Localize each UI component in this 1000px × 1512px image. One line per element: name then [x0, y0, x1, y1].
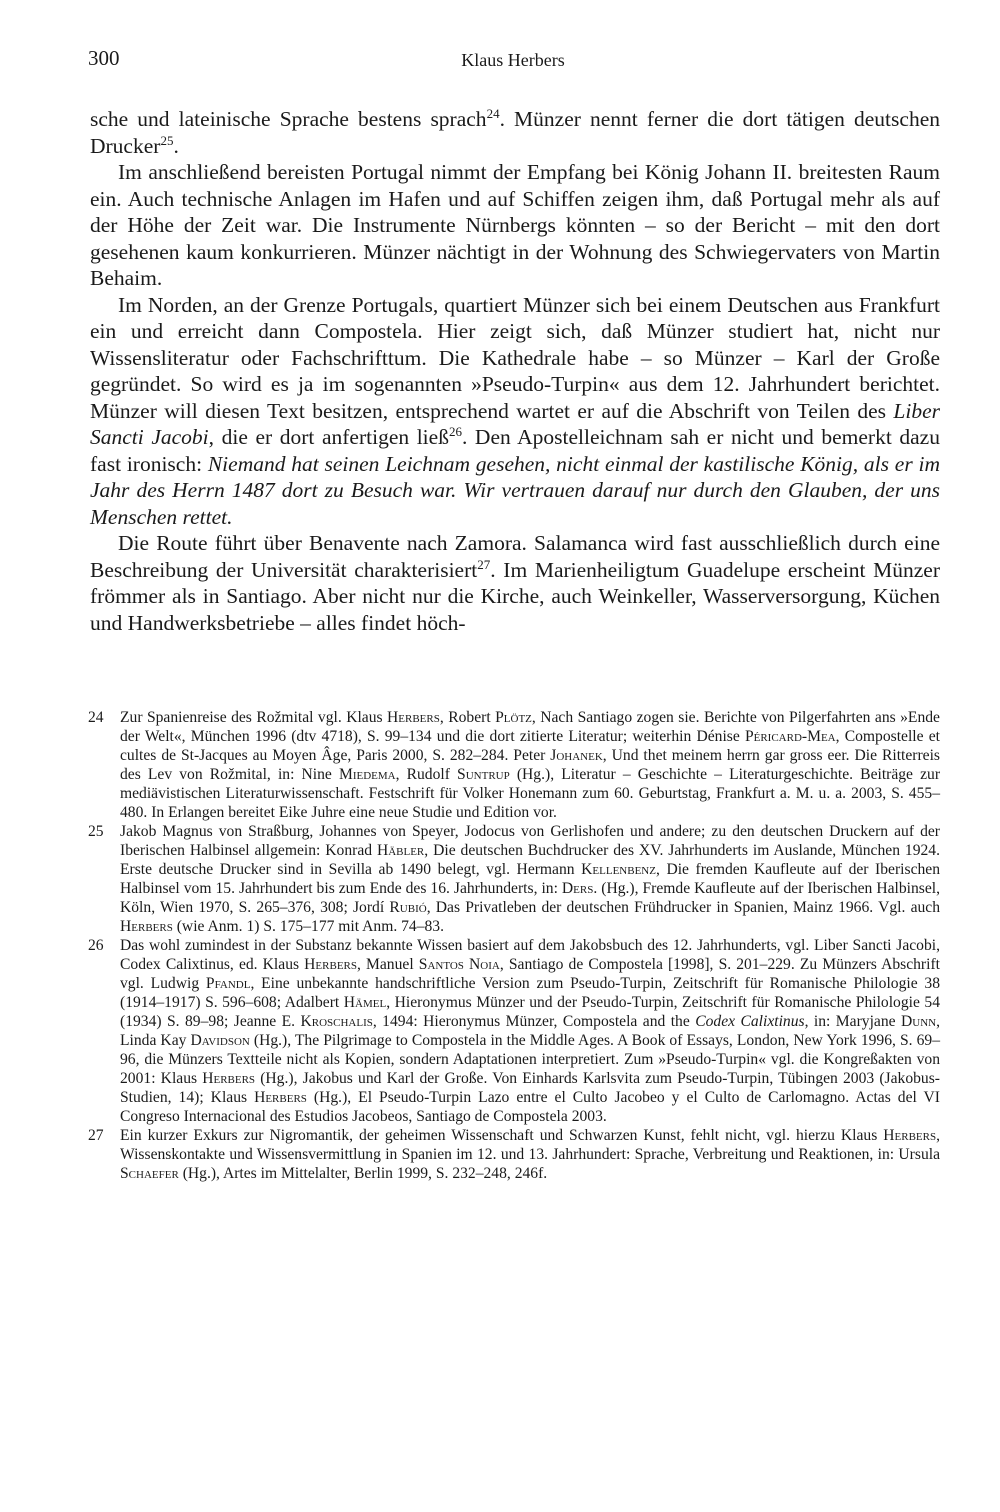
- footnote-24: [88, 708, 940, 822]
- footnote-number: 24: [88, 709, 104, 726]
- work-title: Liber Sancti Jacobi: [90, 398, 940, 449]
- footnote-ref-27[interactable]: 27: [477, 556, 491, 572]
- footnote-ref-24[interactable]: 24: [486, 105, 500, 121]
- footnote-text: Zur Spanienreise des Rožmital vgl. Klaus Herbers, Robert Plötz, Nach Santiago zogen sie. Berichte von Pilgerfahrten ans »Ende der Welt«, München 1996 (dtv 4718), S. 99–134 und die dort zitierte Literatur; weiterhin Dénise Péricard-Mea, Compostelle et cultes de St-Jacques au Moyen Âge, Paris 2000, S. 282–284. Peter Johanek, Und thet meinem herrn gar gross eer. Die Ritterreis des Lev von Rožmital, in: Nine Miedema, Rudolf Suntrup (Hg.), Literatur – Geschichte – Literaturgeschichte. Beiträge zur mediävistischen Literaturwissenschaft. Festschrift für Volker Honemann zum 60. Geburtstag, Frankfurt a. M. u. a. 2003, S. 455–480. In Erlangen bereitet Eike Juhre eine neue Studie und Edition vor.: [120, 709, 941, 821]
- page-number: 300: [88, 46, 120, 70]
- footnote-number: 26: [88, 937, 104, 954]
- footnote-ref-26[interactable]: 26: [448, 423, 462, 439]
- footnote-ref-25[interactable]: 25: [160, 132, 174, 148]
- footnote-25: [88, 822, 940, 936]
- running-head: Klaus Herbers: [461, 50, 565, 70]
- footnote-text: Das wohl zumindest in der Substanz bekannte Wissen basiert auf dem Jakobsbuch des 12. Jahrhunderts, vgl. Liber Sancti Jacobi, Codex Calixtinus, ed. Klaus Herbers, Manuel Santos Noia, Santiago de Compostela [1998], S. 201–229. Zu Münzers Abschrift vgl. Ludwig Pfandl, Eine unbekannte handschriftliche Version zum Pseudo-Turpin, Zeitschrift für Romanische Philologie 38 (1914–1917) S. 596–608; Adalbert Hämel, Hieronymus Münzer und der Pseudo-Turpin, Zeitschrift für Romanische Philologie 54 (1934) S. 89–98; Jeanne E. Kroschalis, 1494: Hieronymus Münzer, Compostela and the Codex Calixtinus, in: Maryjane Dunn, Linda Kay Davidson (Hg.), The Pilgrimage to Compostela in the Middle Ages. A Book of Essays, London, New York 1996, S. 69–96, die Münzers Textteile nicht als Kopien, sondern Adaptationen interpretiert. Zum »Pseudo-Turpin« vgl. die Kongreßakten von 2001: Klaus Herbers (Hg.), Jakobus und Karl der Große. Von Einhards Karlsvita zum Pseudo-Turpin, Tübingen 2003 (Jakobus-Studien, 14); Klaus Herbers (Hg.), El Pseudo-Turpin Lazo entre el Culto Jacobeo y el Culto de Carlomagno. Actas del VI Congreso Internacional des Estudios Jacobeos, Santiago de Compostela 2003.: [120, 937, 941, 1125]
- main-text: [90, 106, 940, 636]
- paragraph-3: Im Norden, an der Grenze Portugals, quartiert Münzer sich bei einem Deutschen aus Frankfurt ein und erreicht dann Compostela. Hier zeigt sich, daß Münzer studiert hat, nicht nur Wissensliteratur oder Fachschrifttum. Die Kathedrale habe – so Münzer – Karl der Große gegründet. So wird es ja im sogenannten »Pseudo-Turpin« aus dem 12. Jahrhundert berichtet. Münzer will diesen Text besitzen, entsprechend wartet er auf die Abschrift von Teilen des Liber Sancti Jacobi, die er dort anfertigen ließ$^{26}$. Den Apostelleichnam sah er nicht und bemerkt dazu fast ironisch: Niemand hat seinen Leichnam gesehen, nicht einmal der kastilische König, als er im Jahr des Herrn 1487 dort zu Besuch war. Wir vertrauen darauf nur durch den Glauben, der uns Menschen rettet.: [90, 292, 940, 529]
- footnote-number: 27: [88, 1127, 104, 1144]
- paragraph-2: Im anschließend bereisten Portugal nimmt der Empfang bei König Johann II. breitesten Raum ein. Auch technische Anlagen im Hafen und auf Schiffen zeigen ihm, daß Portugal mehr als auf der Höhe der Zeit war. Die Instrumente Nürnbergs könnten – so der Bericht – mit den dort gesehenen kaum konkurrieren. Münzer nächtigt in der Wohnung des Schwiegervaters von Martin Behaim.: [90, 160, 940, 290]
- footnote-text: Ein kurzer Exkurs zur Nigromantik, der geheimen Wissenschaft und Schwarzen Kunst, fehlt nicht, vgl. hierzu Klaus Herbers, Wissenskontakte und Wissensvermittlung in Spanien im 12. und 13. Jahrhundert: Sprache, Verbreitung und Reaktionen, in: Ursula Schaefer (Hg.), Artes im Mittelalter, Berlin 1999, S. 232–248, 246f.: [120, 1127, 940, 1182]
- footnote-text: Jakob Magnus von Straßburg, Johannes von Speyer, Jodocus von Gerlishofen und andere; zu den deutschen Druckern auf der Iberischen Halbinsel allgemein: Konrad Häbler, Die deutschen Buchdrucker des XV. Jahrhunderts im Auslande, München 1924. Erste deutsche Drucker sind in Sevilla ab 1490 belegt, vgl. Hermann Kellenbenz, Die fremden Kaufleute auf der Iberischen Halbinsel vom 15. Jahrhundert bis zum Ende des 16. Jahrhunderts, in: Ders. (Hg.), Fremde Kaufleute auf der Iberischen Halbinsel, Köln, Wien 1970, S. 265–376, 308; Jordí Rubió, Das Privatleben der deutschen Frühdrucker in Spanien, Mainz 1966. Vgl. auch Herbers (wie Anm. 1) S. 175–177 mit Anm. 74–83.: [120, 823, 941, 935]
- footnote-number: 25: [88, 823, 104, 840]
- paragraph-4: Die Route führt über Benavente nach Zamora. Salamanca wird fast ausschließlich durch eine Beschreibung der Universität charakterisiert$^{27}$. Im Marienheiligtum Guadelupe erscheint Münzer frömmer als in Santiago. Aber nicht nur die Kirche, auch Weinkeller, Wasserversorgung, Küchen und Handwerksbetriebe – alles findet höch-: [90, 531, 940, 635]
- paragraph-1: sche und lateinische Sprache bestens sprach$^{24}$. Münzer nennt ferner die dort tätigen deutschen Drucker$^{25}$.: [90, 105, 940, 158]
- footnote-27: [88, 1126, 940, 1183]
- footnotes: [88, 708, 940, 1183]
- page-header: [88, 46, 938, 76]
- quotation: Niemand hat seinen Leichnam gesehen, nicht einmal der kastilische König, als er im Jahr des Herrn 1487 dort zu Besuch war. Wir vertrauen darauf nur durch den Glauben, der uns Menschen rettet.: [90, 451, 940, 529]
- footnote-26: [88, 936, 940, 1126]
